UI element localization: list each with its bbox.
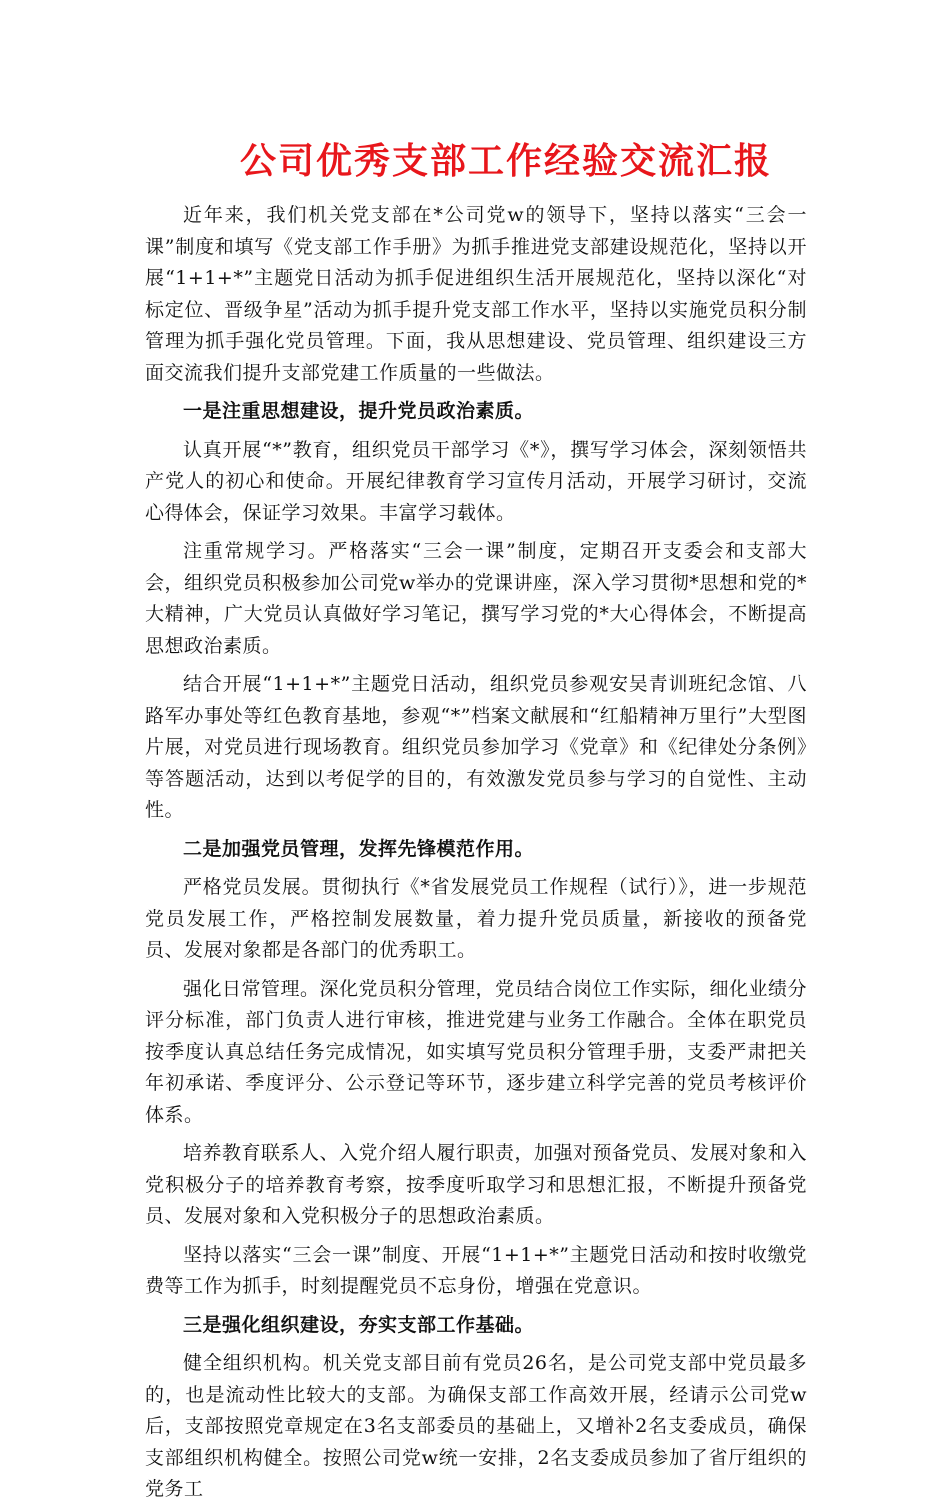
document-body <box>145 200 807 1506</box>
body-paragraph: 严格党员发展。贯彻执行《*省发展党员工作规程（试行）》，进一步规范党员发展工作，严格控制发展数量，着力提升党员质量，新接收的预备党员、发展对象都是各部门的优秀职工。 <box>145 876 807 961</box>
body-paragraph: 认真开展“*”教育，组织党员干部学习《*》，撰写学习体会，深刻领悟共产党人的初心和使命。开展纪律教育学习宣传月活动，开展学习研讨，交流心得体会，保证学习效果。丰富学习载体。 <box>145 438 807 524</box>
section-heading: 二是加强党员管理，发挥先锋模范作用。 <box>183 837 535 860</box>
body-paragraph: 坚持以落实“三会一课”制度、开展“1+1+*”主题党日活动和按时收缴党费等工作为抓手，时刻提醒党员不忘身份，增强在党意识。 <box>145 1243 807 1297</box>
body-paragraph: 注重常规学习。严格落实“三会一课”制度，定期召开支委会和支部大会，组织党员积极参加公司党w举办的党课讲座，深入学习贯彻*思想和党的*大精神，广大党员认真做好学习笔记，撰写学习党的*大心得体会，不断提高思想政治素质。 <box>145 540 807 657</box>
body-paragraph: 强化日常管理。深化党员积分管理，党员结合岗位工作实际，细化业绩分评分标准，部门负责人进行审核，推进党建与业务工作融合。全体在职党员按季度认真总结任务完成情况，如实填写党员积分管理手册，支委严肃把关年初承诺、季度评分、公示登记等环节，逐步建立科学完善的党员考核评价体系。 <box>145 977 808 1126</box>
section-heading: 三是强化组织建设，夯实支部工作基础。 <box>183 1313 535 1336</box>
body-paragraph: 结合开展“1+1+*”主题党日活动，组织党员参观安吴青训班纪念馆、八路军办事处等红色教育基地，参观“*”档案文献展和“红船精神万里行”大型图片展，对党员进行现场教育。组织党员参加学习《党章》和《纪律处分条例》等答题活动，达到以考促学的目的，有效激发党员参与学习的自觉性、主动性。 <box>145 673 807 821</box>
document-title: 公司优秀支部工作经验交流汇报 <box>239 141 772 182</box>
body-paragraph: 近年来，我们机关党支部在*公司党w的领导下，坚持以落实“三会一课”制度和填写《党支部工作手册》为抓手推进党支部建设规范化，坚持以开展“1+1+*”主题党日活动为抓手促进组织生活开展规范化，坚持以深化“对标定位、晋级争星”活动为抓手提升党支部工作水平，坚持以实施党员积分制管理为抓手强化党员管理。下面，我从思想建设、党员管理、组织建设三方面交流我们提升支部党建工作质量的一些做法。 <box>145 204 807 384</box>
body-paragraph: 培养教育联系人、入党介绍人履行职责，加强对预备党员、发展对象和入党积极分子的培养教育考察，按季度听取学习和思想汇报，不断提升预备党员、发展对象和入党积极分子的思想政治素质。 <box>145 1142 808 1227</box>
body-paragraph: 健全组织机构。机关党支部目前有党员26名，是公司党支部中党员最多的，也是流动性比较大的支部。为确保支部工作高效开展，经请示公司党w后，支部按照党章规定在3名支部委员的基础上，又增补2名支委成员，确保支部组织机构健全。按照公司党w统一安排，2名支委成员参加了省厅组织的党务工 <box>145 1352 807 1500</box>
section-heading: 一是注重思想建设，提升党员政治素质。 <box>183 400 535 422</box>
